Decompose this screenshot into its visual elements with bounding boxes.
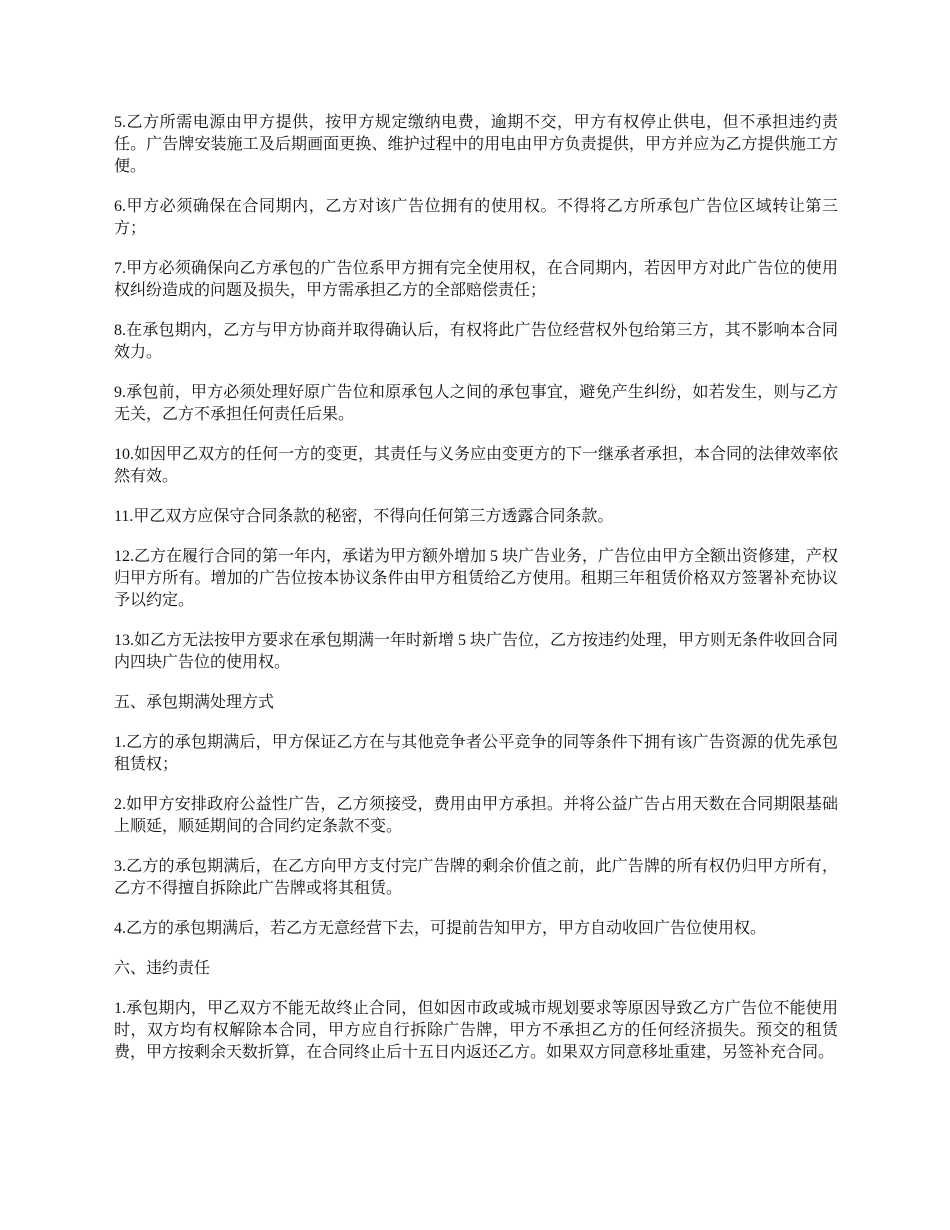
clause-6: 6.甲方必须确保在合同期内，乙方对该广告位拥有的使用权。不得将乙方所承包广告位区域转让第三方； [114,198,838,237]
section-5-heading: 五、承包期满处理方式 [114,694,275,711]
section-5-clause-2: 2.如甲方安排政府公益性广告，乙方须接受，费用由甲方承担。并将公益广告占用天数在合同期限基础上顺延，顺延期间的合同约定条款不变。 [114,796,838,835]
clause-7: 7.甲方必须确保向乙方承包的广告位系甲方拥有完全使用权，在合同期内，若因甲方对此广告位的使用权纠纷造成的问题及损失，甲方需承担乙方的全部赔偿责任； [114,260,838,299]
section-5-clause-1: 1.乙方的承包期满后，甲方保证乙方在与其他竞争者公平竞争的同等条件下拥有该广告资源的优先承包租赁权； [114,734,838,773]
clause-11: 11.甲乙双方应保守合同条款的秘密，不得向任何第三方透露合同条款。 [114,508,614,525]
section-6-heading: 六、违约责任 [114,960,211,977]
clause-5: 5.乙方所需电源由甲方提供，按甲方规定缴纳电费，逾期不交，甲方有权停止供电，但不承担违约责任。广告牌安装施工及后期画面更换、维护过程中的用电由甲方负责提供，甲方并应为乙方提供施工方便。 [114,114,838,175]
section-5-clause-4: 4.乙方的承包期满后，若乙方无意经营下去，可提前告知甲方，甲方自动收回广告位使用权。 [114,920,767,937]
clause-10: 10.如因甲乙双方的任何一方的变更，其责任与义务应由变更方的下一继承者承担，本合同的法律效率依然有效。 [114,446,839,485]
section-6-clause-1: 1.承包期内，甲乙双方不能无故终止合同，但如因市政或城市规划要求等原因导致乙方广告位不能使用时，双方均有权解除本合同，甲方应自行拆除广告牌，甲方不承担乙方的任何经济损失。预交的租赁费，甲方按剩余天数折算，在合同终止后十五日内返还乙方。如果双方同意移址重建，另签补充合同。 [114,1000,838,1061]
clause-8: 8.在承包期内，乙方与甲方协商并取得确认后，有权将此广告位经营权外包给第三方，其不影响本合同效力。 [114,322,838,361]
clause-12: 12.乙方在履行合同的第一年内，承诺为甲方额外增加 5 块广告业务，广告位由甲方全额出资修建，产权归甲方所有。增加的广告位按本协议条件由甲方租赁给乙方使用。租期三年租赁价格双方签署补充协议予以约定。 [114,548,839,609]
clause-13: 13.如乙方无法按甲方要求在承包期满一年时新增 5 块广告位，乙方按违约处理，甲方则无条件收回合同内四块广告位的使用权。 [114,632,839,671]
document-page [114,112,838,1082]
section-5-clause-3: 3.乙方的承包期满后，在乙方向甲方支付完广告牌的剩余价值之前，此广告牌的所有权仍归甲方所有，乙方不得擅自拆除此广告牌或将其租赁。 [114,858,838,897]
clause-9: 9.承包前，甲方必须处理好原广告位和原承包人之间的承包事宜，避免产生纠纷，如若发生，则与乙方无关，乙方不承担任何责任后果。 [114,384,838,423]
